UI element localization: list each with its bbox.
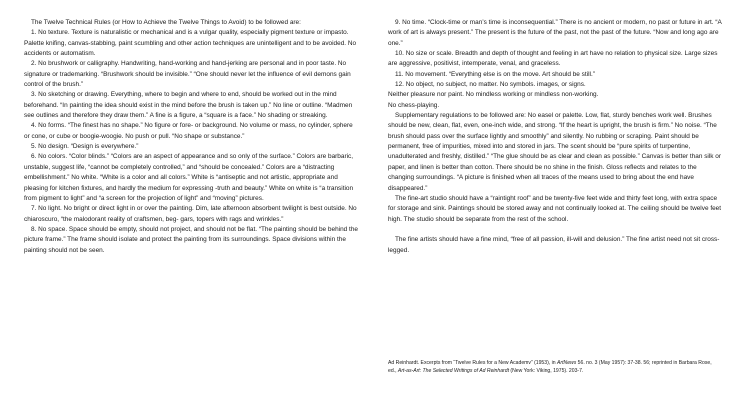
footnote-book-title: Art-as-Art: The Selected Writings of Ad Reinhardt (397, 367, 509, 374)
rule-7-paragraph: 7. No light. No bright or direct light in or over the painting. Dim, late afternoon absorbent twilight is best outside. No chiaroscuro, “the malodorant reality of craftsmen, beg- gars, topers with rags and wrinkles.” (24, 205, 357, 223)
rule-5-paragraph: 5. No design. “Design is everywhere.” (31, 143, 139, 151)
flush-line-1: Neither pleasure nor paint. No mindless working or mindless non-working. (388, 91, 599, 99)
rule-10-paragraph: 10. No size or scale. Breadth and depth of thought and feeling in art have no relation to physical size. Large sizes are aggressive, positivist, intemperate, venal, and graceless. (388, 50, 718, 68)
footnote-part-1: Ad Reinhardt. Excerpts from “Twelve Rules for a New Academv” (1953), in (388, 360, 558, 366)
paragraph-gap (388, 225, 722, 235)
studio-paragraph: The fine-art studio should have a “raintight roof” and be twenty-five feet wide and thirty feet long, with extra space for storage and sink. Paintings should be stored away and not continually looked at. The ceiling should be twelve feet high. The studio should be separate from the rest of the school. (388, 194, 722, 223)
intro-paragraph: The Twelve Technical Rules (or How to Achieve the Twelve Things to Avoid) to be followed are: (31, 19, 301, 26)
footnote-part-2: 56. no. 3 (May 1957): 37-38. 56; reprinted in Barbara Rose, ed., (388, 360, 712, 374)
rule-6-paragraph: 6. No colors. “Color blinds.” “Colors are an aspect of appearance and so only of the surface.” Colors are barbaric, unstable, suggest life, “cannot be completely controlled,” and “should be concealed.” Colors are a “distracting embellishment.” No white. “White is a color and all colors.” White is “antiseptic and not artistic, appropriate and pleasing for kitchen fixtures, and hardly the medium for expressing -truth and beauty.” White on white is “a transition from pigment to light” and “a screen for the projection of light” and “moving” pictures. (24, 153, 354, 202)
rule-3-paragraph: 3. No sketching or drawing. Everything, where to begin and where to end, should be worked out in the mind beforehand. “In painting the idea should exist in the mind before the brush is taken up.” No line or outline. “Madmen see outlines and therefore they draw them.” A fine is a figure, a “square is a face.” No shading or streaking. (24, 91, 353, 120)
rule-4-paragraph: 4. No forms. “The finest has no shape.” No figure or fore- or background. No volume or mass, no cylinder, sphere or cone, or cube or boogie-woogie. No push or pull. “No shape or substance.” (24, 122, 353, 140)
rule-9-paragraph: 9. No time. “Clock-time or man’s time is inconsequential.” There is no ancient or modern, no past or future in art. “A work of art is always present.” The present is the future of the past, not the past of the future. “Now and long ago are one.” (388, 19, 722, 47)
footnote-journal: ArtNews (557, 360, 577, 366)
source-footnote (388, 360, 718, 375)
rule-1-paragraph: 1. No texture. Texture is naturalistic or mechanical and is a vulgar quality, especially pigment texture or impasto. Palette knifing, canvas-stabbing, paint scumbling and other action techniques are unintelligent and to be avoided. No accidents or automatism. (24, 29, 357, 58)
left-column (24, 18, 358, 256)
supplementary-paragraph: Supplementary regulations to be followed are: No easel or palette. Low, flat, sturdy benches work well. Brushes should be new, clean, flat, even, one-inch wide, and strong. “If the heart is upright, the brush is firm.” No noise. “The brush should pass over the surface lightly and smoothly” and silently. No rubbing or scraping. Paint should be permanent, free of impurities, mixed into and stored in jars. The scent should be “pure spirits of turpentine, unadulterated and freshly, distilled.” “The glue should be as clear and clean as possible.” Canvas is better than silk or paper, and linen is better than cotton. There should be no shine in the finish. Gloss reflects and relates to the changing surroundings. “A picture is finished when all traces of the means used to bring about the end have disappeared.” (388, 112, 722, 192)
rule-8-paragraph: 8. No space. Space should be empty, should not project, and should not be flat. “The painting should be behind the picture frame.” The frame should isolate and protect the painting from its surroundings. Space divisions within the painting should not be seen. (24, 225, 358, 254)
closing-paragraph: The fine artists should have a fine mind, “free of all passion, ill-will and delusion.” The fine artist need not sit cross-legged. (388, 236, 720, 254)
footnote-part-3: (New York: Viking, 1975). 203-7. (509, 367, 584, 374)
rule-2-paragraph: 2. No brushwork or calligraphy. Handwriting, hand-working and hand-jerking are personal and in poor taste. No signature or trademarking. “Brushwork should be invisible.” “One should never let the influence of evil demons gain control of the brush.” (24, 60, 351, 89)
right-column (388, 18, 722, 256)
rule-12-paragraph: 12. No object, no subject, no matter. No symbols. images, or signs. (395, 81, 586, 89)
rule-11-paragraph: 11. No movement. “Everything else is on the move. Art should be still.” (395, 70, 595, 78)
flush-line-2: No chess-playing. (388, 101, 440, 109)
